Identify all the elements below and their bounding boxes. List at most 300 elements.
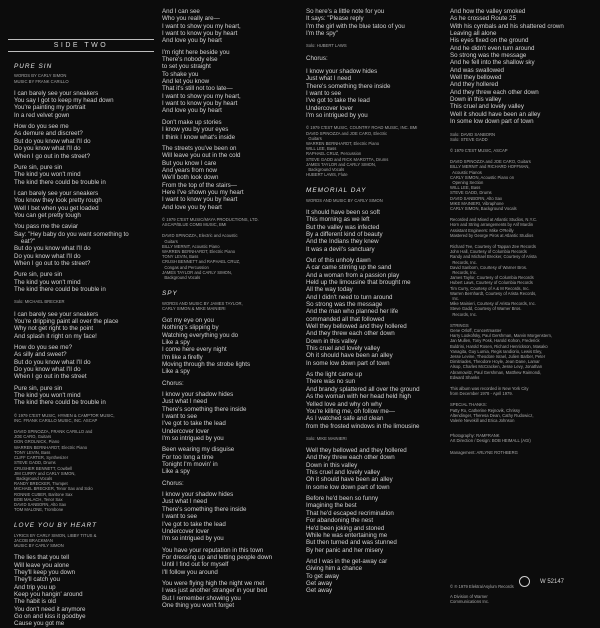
lyric-line: And trip you up (14, 583, 56, 591)
lyric-line: But then turned and was stunned (306, 539, 397, 547)
personnel-line: MIKE MAINIERI, Vibraphone (450, 200, 504, 206)
lyric-line: And they hollered (450, 81, 499, 89)
lyric-line: From the top of the stairs— (162, 181, 237, 189)
lyric-line: Who you really are— (162, 15, 220, 23)
song-credits (14, 533, 152, 549)
label-copyright (450, 580, 520, 608)
lyric-line: I'm the girl with the blue tatoo of you (306, 22, 405, 30)
lyric-line: The kind there could be trouble in (14, 178, 106, 186)
lyric-line: Don't make up stories (162, 118, 222, 126)
lyric-line: Down in this valley (450, 96, 502, 104)
photo-credit-line: Photography: RAMFRANK (450, 433, 500, 439)
personnel-line: CARLY SIMON, Background Vocals (450, 205, 517, 211)
special-thanks-label: SPECIAL THANKS: (450, 402, 487, 408)
column-3 (306, 8, 444, 595)
lyric-line: But do you know what I'll do (14, 358, 91, 366)
lyric-line: Go on and kiss it goodbye (14, 613, 86, 621)
personnel-line: BILLY MERNIT and RICHARD HOFFMAN, (450, 164, 530, 170)
personnel-line: Background Vocals (14, 475, 53, 481)
lyric-line: Undercover lover (306, 104, 354, 112)
lyric-line: You know they look pretty rough (14, 197, 102, 205)
solo-credit: Solo: MICHAEL BRECKER (14, 299, 65, 305)
lyric-line: You don't need it anymore (14, 605, 86, 613)
credit-line: WORDS AND MUSIC BY JAMES TAYLOR, (162, 300, 243, 306)
lyric-line: The streets you've been on (162, 144, 237, 152)
lyric-line: There was no sun (306, 378, 356, 386)
lyric-line: You say I got to keep my head down (14, 97, 114, 105)
personnel-line: WILL LEE, Bass (306, 146, 337, 152)
courtesy-line: Records, Inc. (450, 259, 477, 265)
lyric-line: So here's a little note for you (306, 8, 385, 15)
personnel-line: DON GROLNICK, Piano (14, 439, 60, 445)
courtesy-line: David Sanborn, Courtesy of Warner Bros. (450, 264, 528, 270)
courtesy-line: Records, Inc. (450, 311, 477, 317)
lyric-line: to set you straight (162, 63, 211, 71)
courtesy-line: Records, Inc. (450, 269, 477, 275)
courtesy-line: Inc. (450, 295, 460, 301)
lyric-line: In some low down part of town (306, 483, 390, 491)
courtesy-line: Steve Gadd, Courtesy of Warner Bros. (450, 306, 522, 312)
lyric-line: I can barely see your sneakers (14, 189, 99, 197)
strings-line: Harry Lookofsky, Paul Gershman, Marvin Morgenstern, (450, 333, 553, 339)
lyric-line: Well they bellowed and they hollered (306, 447, 407, 455)
lyric-line: And I can see (162, 8, 200, 15)
copyright-line: ASCAP/BLUE COMB MUSIC, BMI (162, 222, 227, 228)
lyric-line: I'm like a firefly (162, 353, 203, 361)
lyric-line: While he was entertaining me (306, 531, 388, 539)
song-credits (14, 73, 152, 83)
lyric-line: There's something there inside (306, 82, 391, 90)
lyric-line: The kind you won't mind (14, 278, 81, 286)
lyric-line: Undercover lover (162, 527, 210, 535)
chorus-label: Chorus: (306, 54, 328, 62)
lyric-line: For too long a time (162, 453, 214, 461)
lyric-line: Just what I need (306, 75, 352, 83)
lyric-line: When I go out in the street (14, 373, 87, 381)
lyric-line: I was just another stranger in your bed (162, 587, 268, 595)
song-title-spy: SPY (162, 290, 178, 298)
lyric-line: I can barely see your sneakers (14, 89, 99, 97)
lyric-line: And he fell into the shallow sky (450, 59, 535, 67)
lyric-line: We'll both look down (162, 174, 219, 182)
lyrics-block (14, 90, 152, 294)
lyric-line: Pure sin, pure sin (14, 271, 63, 279)
courtesy-line: Randy and Michael Brecker, Courtesy of Arista (450, 254, 537, 260)
column-1 (14, 63, 152, 628)
lyric-line: Been wearing my disguise (162, 446, 235, 454)
thanks-line: Altendinger, Theresa Dean, Cathy Rudowicz, (450, 412, 534, 418)
solo-credit: Solo: HUBERT LAWS (306, 43, 347, 49)
lyric-line: Do you know what I'll do (14, 365, 81, 373)
lyric-line: It was a devil's sanctuary (306, 245, 375, 253)
personnel-line: JAMES TAYLOR and CARLY SIMON, (306, 161, 377, 167)
strings-line: Abramowitz, Paul Gershman, Matthew Raimondi, (450, 369, 542, 375)
lyric-line: Nothing's slipping by (162, 324, 219, 332)
column-2 (162, 8, 300, 609)
lyric-line: Chorus: (162, 379, 184, 387)
solo-line: Solo: DAVID SANBORN (450, 131, 496, 137)
lyric-line: It should have been so soft (306, 208, 380, 216)
recording-line: Mastered by George Piros at Atlantic Studios (450, 232, 534, 238)
lyric-line: The lies that you tell (14, 554, 70, 562)
lyric-line: Undercover lover (162, 427, 210, 435)
recording-line: Assistant Engineers: Mike O'Reilly (450, 227, 514, 233)
personnel-list (450, 159, 588, 211)
personnel-line: CARLY SIMON, Acoustic Piano on (450, 174, 515, 180)
lyric-line: And I was in the get-away car (306, 557, 388, 565)
personnel-line: STEVE GADD, Drums (450, 190, 492, 196)
personnel-line: BILLY MERNIT, Acoustic Piano (162, 243, 220, 249)
lyric-line: Well they bellowed and they hollered (306, 323, 407, 331)
lyric-line: Keep you hangin' around (14, 591, 83, 598)
personnel-line: BOB MALACH, Tenor Sax (14, 496, 63, 502)
lyric-line: In some low down part of town (450, 118, 534, 126)
lyric-line: I know your shadow hides (162, 491, 234, 499)
lyric-line: You're painting my portrait (14, 104, 86, 112)
lyric-line: You have your reputation in this town (162, 546, 264, 554)
lyrics-block (306, 447, 444, 595)
strings-line: Edward Shanks (450, 374, 480, 380)
lyric-line: Do you know what I'll do (14, 145, 81, 153)
strings-label: STRINGS (450, 322, 469, 328)
lyric-line: But do you know what I'll do (14, 137, 91, 145)
lyric-line: As silly and sweet? (14, 351, 67, 359)
copyright-line: © 1979 C'EST MUSIC, COUNTRY ROAD MUSIC, INC. BMI (306, 125, 418, 131)
song-title-pure-sin: PURE SIN (14, 63, 53, 70)
lyric-line: from the frosted windows in the limousine (306, 422, 420, 430)
personnel-line: Congas and Percussion (162, 264, 209, 270)
lyric-line: The kind you won't mind (14, 391, 81, 399)
album-note (450, 386, 588, 396)
lyric-line: I'm so intrigued by you (162, 435, 224, 443)
lyric-line: In some low down part of town (306, 359, 390, 367)
lyric-line: Do you know what I'll do (14, 252, 81, 260)
credit-line: WORDS AND MUSIC BY CARLY SIMON (306, 197, 383, 203)
copyright-line: © 1979 C'EST MUSIC, ASCAP (450, 147, 508, 153)
recording-info (450, 217, 588, 238)
lyric-line: Before he'd been so funny (306, 495, 379, 503)
lyric-line: Like a spy (162, 368, 190, 376)
copyright-line: INC. FRANK CARILLO MUSIC, INC. ASCAP (14, 417, 98, 423)
personnel-line: WARREN BERNHARDT, Electric Piano (162, 248, 236, 254)
personnel-line: DAVID SPINOZZA and JOE CARO, Electric (306, 130, 388, 136)
lyric-line: Moving through the strobe lights (162, 360, 251, 368)
personnel-line: Guitars (162, 238, 178, 244)
lyric-line: All the way today (306, 286, 353, 294)
lyric-line: But I remember showing you (162, 594, 241, 602)
lyric-line: His eyes fixed on the ground (450, 37, 529, 45)
copyright-line: © ℗ 1979 Elektra/Asylum Records (450, 584, 514, 590)
lyric-line: Pure sin, pure sin (14, 384, 63, 392)
lyric-line: Oh it should have been an alley (306, 352, 393, 360)
lyric-line: And love you by heart (162, 107, 222, 115)
credit-line: LYRICS BY CARLY SIMON, LIBBY TITUS & (14, 532, 97, 538)
lyric-line: This cruel and lovely valley (306, 469, 380, 477)
lyric-line: As he crossed Route 25 (450, 15, 517, 23)
lyric-line: Well it should have been an alley (450, 110, 541, 118)
lyric-line: How do you see me (14, 123, 69, 131)
lyric-line: A car came stirring up the sand (306, 264, 392, 272)
lyric-line: I'm so intrigued by you (162, 535, 224, 543)
courtesy-line: Richard Tee, Courtesy of Tappan Zee Records (450, 243, 536, 249)
lyric-line: I've got to take the lead (162, 520, 226, 528)
personnel-line: STEVE GADD and RICK MAROTTA, Drums (306, 156, 389, 162)
lyric-line: I want to see (306, 89, 342, 97)
lyric-line: Leaving all alone (450, 30, 497, 38)
personnel-line: TONY LEVIN, Bass (162, 254, 199, 260)
thanks-line: Valerie Nevekill and Erica Johnson (450, 418, 515, 424)
solo-credits (450, 132, 588, 142)
lyrics-block (306, 209, 444, 430)
lyric-line: Here I've shown you my heart (162, 188, 244, 196)
personnel-line: DAVID SPINOZZA and JOE CARO, Guitars (450, 159, 531, 165)
lyric-line: Well they bellowed (450, 74, 502, 82)
lyric-line: This cruel and lovely valley (450, 103, 524, 111)
lyric-line: How do you see me? (14, 343, 73, 351)
personnel-line: WARREN BERNHARDT, Electric Piano (306, 140, 380, 146)
lyric-line: To get away (306, 572, 340, 580)
lyric-line: I know you by your eyes (162, 126, 229, 134)
solo-line: Solo: STEVE GADD (450, 136, 488, 142)
lyric-line: I think I know what's inside (162, 133, 236, 141)
lyric-line: I've got to take the lead (306, 97, 370, 105)
personnel-line: RONNIE CUBER, Baritone Sax (14, 491, 73, 497)
lyric-line: Just what I need (162, 498, 208, 506)
lyric-line: Like a spy (162, 468, 190, 476)
lyric-line: As demure and discreet? (14, 130, 83, 138)
lyric-line: There's nobody else (162, 56, 218, 64)
lyric-line: Until I find out for myself (162, 561, 229, 569)
copyright-notice (14, 413, 152, 423)
strings-list (450, 328, 588, 380)
personnel-line: CLIFF CARTER, Synthesizer (14, 455, 69, 461)
lyric-line: This morning as we left (306, 216, 370, 224)
lyric-line: That it's still not too late— (162, 85, 233, 93)
personnel-line: Background Vocals (162, 274, 201, 280)
lyric-line: As the woman with her head held high (306, 393, 411, 401)
personnel-line: DAVID SPINOZZA, Electric and Acoustic (162, 233, 238, 239)
lyric-line: When I go out in the street? (14, 152, 91, 160)
solo-credit: Solo: MIKE MAINIERI (306, 435, 347, 441)
song-credits (162, 301, 300, 311)
personnel-line: Guitars (306, 135, 322, 141)
credit-line: MUSIC BY FRANK CARILLO (14, 78, 69, 84)
lyric-line: He'd been joking and stoned (306, 524, 385, 532)
lyric-line: Got my eye on you (162, 316, 214, 324)
courtesy-line: John Hall, Courtesy of Columbia Records (450, 249, 527, 255)
lyric-line: There's something there inside (162, 405, 247, 413)
personnel-line: JAMES TAYLOR and CARLY SIMON, (162, 269, 233, 275)
lyric-line: But do you know what I'll do (14, 245, 91, 253)
lyric-line: One thing you won't forget (162, 601, 235, 609)
note-line: from December 1978 - April 1979. (450, 391, 513, 397)
lyric-line: Like a spy (162, 338, 190, 346)
credit-line: WORDS BY CARLY SIMON (14, 73, 67, 79)
lyric-line: And years from now (162, 166, 218, 174)
courtesy-line: Mike Mainieri, Courtesy of Arista Records, Inc. (450, 301, 536, 307)
lyric-line: I want to know you by heart (162, 100, 238, 108)
personnel-line: TONY LEVIN, Bass (14, 449, 51, 455)
lyric-line: When I go out to the street? (14, 259, 91, 267)
strings-line: Yanagita, Guy Lumia, Regis Iandiorio, Lewis Eley, (450, 348, 543, 354)
lyric-line: eat?" (14, 237, 36, 245)
personnel-line: JIM CURRY and CARLY SIMON, (14, 470, 76, 476)
lyric-line: And I didn't need to turn around (306, 293, 393, 301)
lyric-line: The kind there could be trouble in (14, 399, 106, 407)
lyric-line: It says: "Please reply (306, 15, 364, 23)
lyric-line: And the Indians they knew (306, 238, 379, 246)
credit-line: JACOB BRACKMAN (14, 537, 53, 543)
song-title-love-you-by-heart: LOVE YOU BY HEART (14, 522, 98, 530)
lyrics-block (14, 554, 152, 627)
lyric-line: As I watched safe and clean (306, 415, 384, 423)
personnel-list (162, 233, 300, 280)
strings-line: Alsop, Charles McCracken, Jesse Levy, Jonathan (450, 364, 543, 370)
lyric-line: You were flying high the night we met (162, 579, 265, 587)
personnel-line: Background Vocals (306, 166, 345, 172)
lyric-line: Will leave you alone (14, 561, 70, 569)
column-4 (450, 8, 588, 455)
lyric-line: I'm right here beside you (162, 48, 230, 56)
photo-credit-line: Art Direction / Design: BOB HEIMALL (AGI) (450, 438, 531, 444)
lyric-line: But the valley was infected (306, 223, 380, 231)
courtesy-line: James Taylor, Courtesy of Columbia Records (450, 275, 534, 281)
personnel-list (14, 429, 152, 512)
lyric-line: The habit is old (14, 598, 56, 606)
lyric-line: By a different kind of beauty (306, 230, 383, 238)
recording-line: Horn and String arrangements by Arif Mardin (450, 222, 534, 228)
lyric-line: commanded all that followed (306, 315, 385, 323)
lyric-line: They'll keep you down (14, 568, 76, 576)
lyric-line: But you know I care (162, 159, 217, 167)
lyric-line: I can barely see your sneakers (14, 310, 99, 318)
lyric-line: They'll catch you (14, 576, 60, 584)
personnel-line: TOM MALONE, Trombone (14, 507, 64, 513)
lyric-line: You can get pretty tough (14, 211, 81, 219)
personnel-list (306, 131, 444, 178)
lyric-line: Giving him a chance (306, 565, 363, 573)
song-title-memorial-day: MEMORIAL DAY (306, 187, 367, 195)
lyric-line: Well I bet when you get loaded (14, 204, 99, 212)
personnel-line: WARREN BERNHARDT, Electric Piano (14, 444, 88, 450)
personnel-line: CRUSHER BENNETT, Cowbell (14, 465, 73, 471)
lyric-line: Will leave you out in the cold (162, 152, 241, 160)
lyric-line: As the light came up (306, 371, 363, 379)
lyric-line: And he didn't even turn around (450, 44, 535, 52)
personnel-line: MICHAEL BRECKER, Tenor Sax and Solo (14, 486, 93, 492)
lyric-line: Held up the limousine that brought me (306, 279, 411, 286)
lyric-line: The kind you won't mind (14, 171, 81, 179)
lyric-line: Out of this unholy dawn (306, 256, 371, 264)
lyric-line: I want to show you my heart, (162, 22, 241, 30)
lyric-line: And let you know (162, 78, 210, 86)
copyright-line: © 1979 C'EST MUSIC/MAYA PRODUCTIONS, LTD. (162, 216, 259, 222)
strings-line: Dimitriades, Theodore Hoyle, Jean Dane, Lamar (450, 359, 540, 365)
lyric-line: The kind there could be trouble in (14, 286, 106, 293)
lyric-line: I'm the spy" (306, 30, 338, 38)
personnel-line: Opening Section (450, 179, 484, 185)
recording-line: Recorded and Mixed at Atlantic Studios, N.Y.C. (450, 217, 538, 223)
lyric-line: There's something there inside (162, 505, 247, 513)
lyric-line: You're killing me, oh follow me— (306, 407, 395, 415)
strings-line: Jesse Levine, Theodore Israel, Julien Barber, Peter (450, 354, 546, 360)
catalog-number: W 52147 (540, 579, 565, 585)
lyric-line: I'm so intrigued by you (306, 111, 368, 119)
courtesy-credits (450, 244, 588, 317)
lyric-line: Tonight I'm movin' in (162, 461, 218, 469)
personnel-line: DAVID SANBORN, Alto Sax (14, 501, 67, 507)
lyric-line: And splash it right on my face! (14, 332, 97, 340)
lyric-line: And brandy splattered all over the ground (306, 385, 420, 393)
lyric-line: I want to know you by heart (162, 30, 238, 38)
lyric-line: Chorus: (162, 479, 184, 487)
lyric-line: With his cymbals and his shattered crown (450, 22, 564, 30)
lyrics-block (162, 317, 300, 609)
personnel-line: DAVID SANBORN, Alto Sax (450, 195, 503, 201)
credit-line: CARLY SIMON & MIKE MAINIERI (162, 305, 226, 311)
lyric-line: Say: "Hey baby do you want something to (14, 230, 129, 238)
lyric-line: And they threw each other down (306, 330, 395, 338)
note-line: This album was recorded in New York City (450, 386, 529, 392)
lyric-line: For abandoning the nest (306, 517, 374, 525)
management-credit: Management: ARLYNE ROTHBERG (450, 449, 518, 455)
strings-line: Gene Orloff, Concertmaster (450, 328, 502, 333)
copyright-notice (162, 217, 300, 227)
lyric-line: I come here every night (162, 346, 227, 354)
photo-credits (450, 433, 588, 443)
personnel-line: CRUSH BENNETT and RAPHAEL CRUZ, (162, 259, 241, 265)
lyric-line: Imagining the best (306, 502, 357, 510)
strings-line: Jan Mullen, Tony Posk, Harold Kohon, Frederick (450, 338, 540, 344)
lyric-line: Down in this valley (306, 461, 358, 469)
lyric-line: Watching everything you do (162, 331, 239, 339)
copyright-line: © 1979 C'EST MUSIC, HYMEN & CAMPTOR MUSIC, (14, 412, 115, 418)
courtesy-line: Hubert Laws, Courtesy of Columbia Records (450, 280, 533, 286)
lyric-line: Cause you got me (14, 620, 65, 628)
lyric-line: Oh it should have been an alley (306, 476, 393, 484)
credit-line: MUSIC BY CARLY SIMON (14, 543, 64, 549)
special-thanks-list (450, 408, 588, 424)
lyric-line: Get away (306, 579, 333, 587)
lyric-line: For dressing up and letting people down (162, 553, 273, 561)
personnel-line: STEVE GADD, Drums (14, 460, 56, 466)
lyric-line: In a red velvet gown (14, 111, 70, 119)
lyric-line: I want to see (162, 513, 198, 521)
lyric-line: I want to see (162, 413, 198, 421)
lyric-line: So strong was the message (306, 301, 383, 309)
lyric-line: And the man who planned her life (306, 308, 399, 316)
lyric-line: I want to know you by heart (162, 196, 238, 204)
personnel-line: Acoustic Pianos (450, 169, 482, 175)
personnel-line: DAVID SPINOZZA, FRANK CARILLO and (14, 429, 93, 435)
lyrics-block (450, 8, 588, 126)
lyric-line: Yelled love and why oh why (306, 400, 382, 408)
lyric-line: I'll follow you around (162, 568, 218, 576)
lyrics-block (162, 8, 300, 211)
lyric-line: And they threw each other down (450, 88, 539, 96)
label-logo-icon (519, 576, 530, 587)
lyric-line: Just what I need (162, 398, 208, 406)
lyrics-block (14, 311, 152, 407)
side-two-label: SIDE TWO (8, 39, 154, 52)
lyric-line: I want to show you my heart, (162, 92, 241, 100)
personnel-line: RAPHAEL CRUZ, Percussion (306, 151, 362, 157)
thanks-line: Patty Ro, Catherine Rejnovik, Chrissy (450, 407, 521, 413)
lyric-line: And they threw each other down (306, 454, 395, 462)
courtesy-line: Tim Curry, Courtesy of A & M Records, Inc. (450, 285, 530, 291)
lyric-line: Down in this valley (306, 337, 358, 345)
courtesy-line: Warren Bernhardt, Courtesy of Arista Records, (450, 290, 537, 296)
